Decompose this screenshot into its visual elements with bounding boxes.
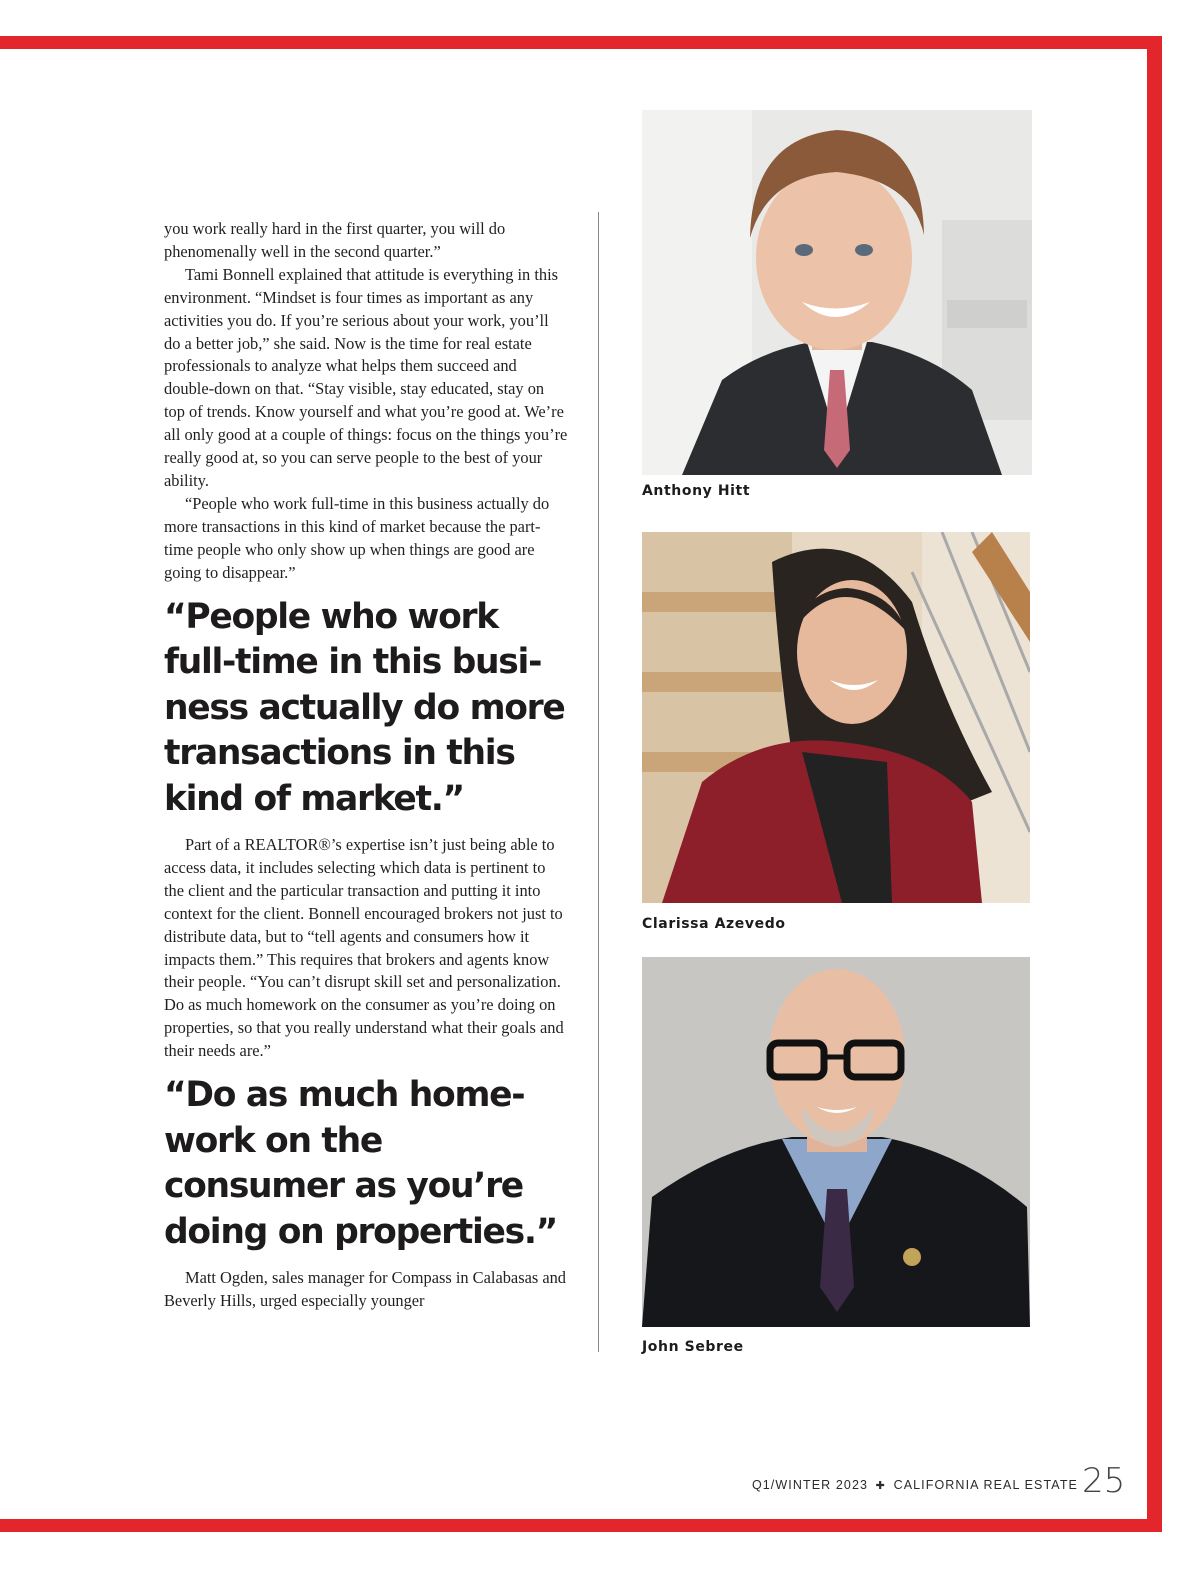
photo-caption: John Sebree (642, 1339, 744, 1355)
article-column (164, 218, 568, 1313)
frame-bottom-bar (0, 1519, 1162, 1532)
portrait-man-glasses-icon (642, 957, 1030, 1327)
body-paragraph: Tami Bonnell explained that attitude is everything in this environment. “Mindset is four times as important as any activities you do. If you’re serious about your work, you’ll do a better job,” she said. Now is the time for real estate professionals to analyze what helps them succeed and double-down on that. “Stay visible, stay educated, stay on top of trends. Know yourself and what you’re good at. We’re all only good at a couple of things: focus on the things you’re really good at, so you can serve people to the best of your ability. (164, 264, 568, 490)
body-paragraph: Part of a REALTOR®’s expertise isn’t just being able to access data, it includes selecting which data is pertinent to the client and the particular transaction and putting it into context for the client. Bonnell encouraged brokers not just to distribute data, but to “tell agents and consumers how it impacts them.” This requires that brokers and agents know their people. “You can’t disrupt skill set and personalization. Do as much homework on the consumer as you’re doing on properties, so that you really understand what their goals and their needs are.” (164, 835, 564, 1061)
frame-top-bar (0, 36, 1162, 49)
magazine-name: CALIFORNIA REAL ESTATE (893, 1478, 1078, 1492)
photo-caption: Clarissa Azevedo (642, 916, 786, 932)
portrait-man-suit-icon (642, 110, 1032, 475)
photo-caption: Anthony Hitt (642, 483, 751, 499)
page-footer (752, 1478, 1078, 1492)
photo-clarissa-azevedo (642, 532, 1030, 903)
pull-quote: “People who work full-time in this business actually do more transactions in this kind of market.” (164, 596, 565, 819)
frame-right-bar (1147, 36, 1162, 1532)
separator-icon: ✚ (875, 1479, 886, 1492)
column-divider (598, 212, 599, 1352)
page-number: 25 (1082, 1461, 1126, 1501)
issue-label: Q1/WINTER 2023 (751, 1478, 869, 1492)
pull-quote: “Do as much homework on the consumer as you’re doing on properties.” (164, 1075, 558, 1252)
body-paragraph: you work really hard in the first quarter, you will do phenomenally well in the second quarter.” (164, 219, 506, 261)
portrait-woman-red-jacket-icon (642, 532, 1030, 903)
body-paragraph: Matt Ogden, sales manager for Compass in Calabasas and Beverly Hills, urged especially younger (164, 1268, 566, 1310)
photo-john-sebree (642, 957, 1030, 1327)
photo-anthony-hitt (642, 110, 1032, 475)
body-paragraph: “People who work full-time in this business actually do more transactions in this kind of market because the part-time people who only show up when things are good are going to disappear.” (164, 493, 550, 582)
